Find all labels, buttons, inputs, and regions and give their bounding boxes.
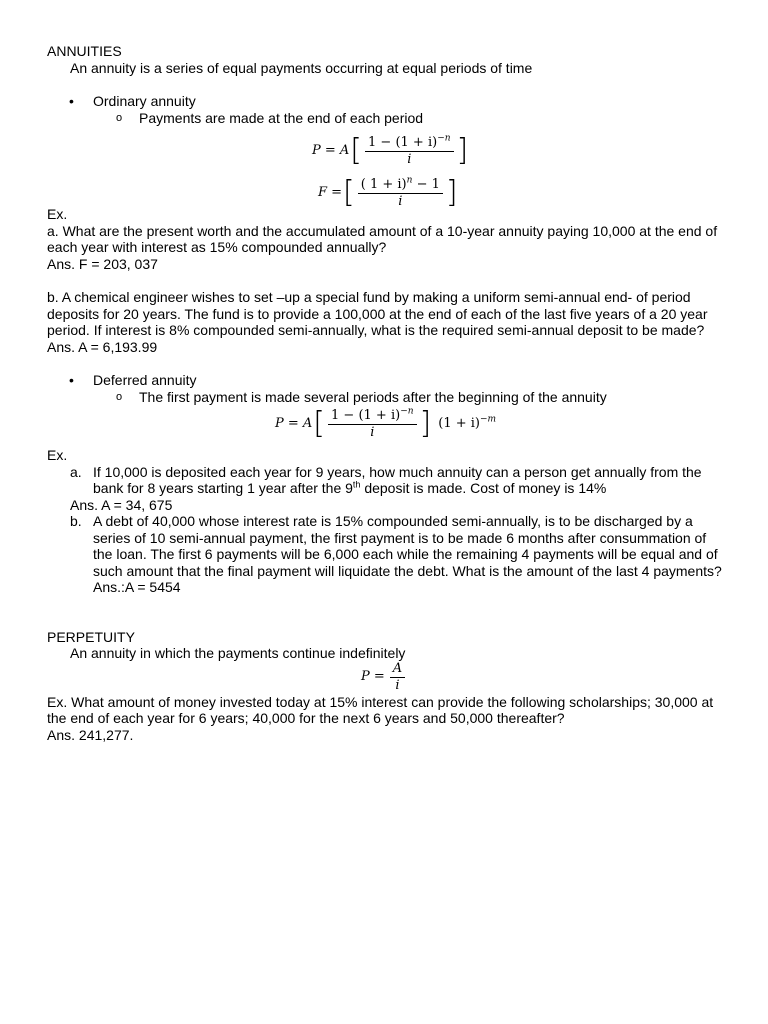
formula-lhs: P = A — [312, 142, 350, 158]
formula-denominator: i — [407, 151, 412, 167]
circle-bullet-icon: o — [116, 390, 123, 403]
example-label: Ex. — [47, 447, 68, 463]
formula-numerator: A — [390, 662, 405, 678]
document-page — [47, 43, 727, 743]
example-b-answer: Ans. A = 6,193.99 — [47, 338, 158, 355]
right-bracket: ] — [445, 175, 458, 210]
superscript-th: th — [352, 479, 361, 490]
ordinary-future-worth-formula — [318, 176, 727, 210]
formula-numerator: ( 1 + i)$^n$ − 1 — [358, 178, 443, 194]
formula-lhs: P = — [361, 669, 385, 685]
example-a-text: a. What are the present worth and the accumulated amount of a 10-year annuity paying 10,000 at the end of each year with interest as 15% compounded annually? — [47, 222, 718, 255]
perpetuity-formula — [361, 662, 727, 694]
right-bracket: ] — [419, 406, 432, 441]
ordinary-annuity-bullet — [47, 93, 727, 110]
deferred-example-b-text: A debt of 40,000 whose interest rate is 15% compounded semi-annually, is to be discharged by a series of 10 semi-annual payment, the first payment is to be made 6 months after consummation of the loan. The first 6 payments will be 6,000 each while the remaining 4 payments will be equal and of such amount that the final payment will liquidate the debt. What is the amount of the last 4 payments? — [93, 513, 722, 579]
circle-bullet-icon: o — [116, 111, 123, 124]
formula-fraction — [390, 662, 405, 693]
deferred-annuity-bullet — [47, 372, 727, 389]
deferred-annuity-desc: The first payment is made several periods after the beginning of the annuity — [139, 388, 607, 405]
perpetuity-definition: An annuity in which the payments continue indefinitely — [70, 645, 406, 661]
left-bracket: [ — [343, 175, 355, 210]
formula-tail: $(1 + i)^{-m}$ — [438, 414, 497, 431]
deferred-annuity-formula — [275, 407, 727, 441]
formula-numerator: $1 - (1 + i)^{-n}$ — [328, 409, 417, 425]
example-b-text: b. A chemical engineer wishes to set –up a special fund by making a uniform semi-annual end- of period deposits for 20 years. The fund is to provide a 100,000 at the end of each of the last five years of a 20 year period. If interest is 8% compounded semi-annually, what is the required semi-annual deposit to be made? — [47, 289, 708, 338]
example-a-answer: Ans. F = 203, 037 — [47, 255, 158, 272]
left-bracket: [ — [313, 406, 326, 441]
list-marker: a. — [70, 463, 82, 480]
bullet-dot-icon: • — [69, 372, 74, 388]
deferred-example-a-answer: Ans. A = 34, 675 — [70, 496, 173, 513]
left-bracket: [ — [350, 133, 363, 168]
deferred-example-a — [47, 464, 727, 497]
formula-fraction — [328, 406, 417, 440]
formula-fraction — [358, 175, 443, 209]
perpetuity-heading: PERPETUITY — [47, 628, 135, 645]
formula-denominator: i — [398, 193, 403, 209]
deferred-example-a-text: If 10,000 is deposited each year for 9 years, how much annuity can a person get annually from the bank for 8 years starting 1 year after the 9 — [93, 463, 702, 496]
deferred-example-a-text-end: deposit is made. Cost of money is 14% — [360, 480, 607, 496]
ordinary-present-worth-formula — [312, 134, 727, 168]
annuities-heading: ANNUITIES — [47, 43, 122, 59]
right-bracket: ] — [456, 133, 469, 168]
formula-lhs: F = — [318, 184, 343, 200]
deferred-example-b-answer: Ans.:A = 5454 — [93, 579, 181, 595]
formula-lhs: P = A — [275, 415, 313, 431]
list-marker: b. — [70, 513, 82, 529]
formula-denominator: i — [395, 678, 400, 693]
formula-denominator: i — [370, 424, 375, 440]
annuities-definition: An annuity is a series of equal payments occurring at equal periods of time — [70, 59, 533, 76]
formula-fraction — [365, 133, 454, 167]
ordinary-annuity-title: Ordinary annuity — [93, 93, 196, 109]
deferred-annuity-title: Deferred annuity — [93, 372, 197, 388]
perpetuity-answer: Ans. 241,277. — [47, 726, 134, 743]
ordinary-annuity-desc: Payments are made at the end of each period — [139, 109, 424, 126]
deferred-annuity-subitem — [47, 389, 727, 406]
ordinary-annuity-subitem — [47, 110, 727, 127]
perpetuity-example: Ex. What amount of money invested today at 15% interest can provide the following scholarships; 30,000 at the end of each year for 6 years; 40,000 for the next 6 years and 50,000 thereafter? — [47, 693, 714, 726]
bullet-dot-icon: • — [69, 93, 74, 109]
formula-numerator: $1 - (1 + i)^{-n}$ — [365, 136, 454, 152]
example-label: Ex. — [47, 206, 68, 222]
deferred-example-b — [47, 513, 727, 579]
